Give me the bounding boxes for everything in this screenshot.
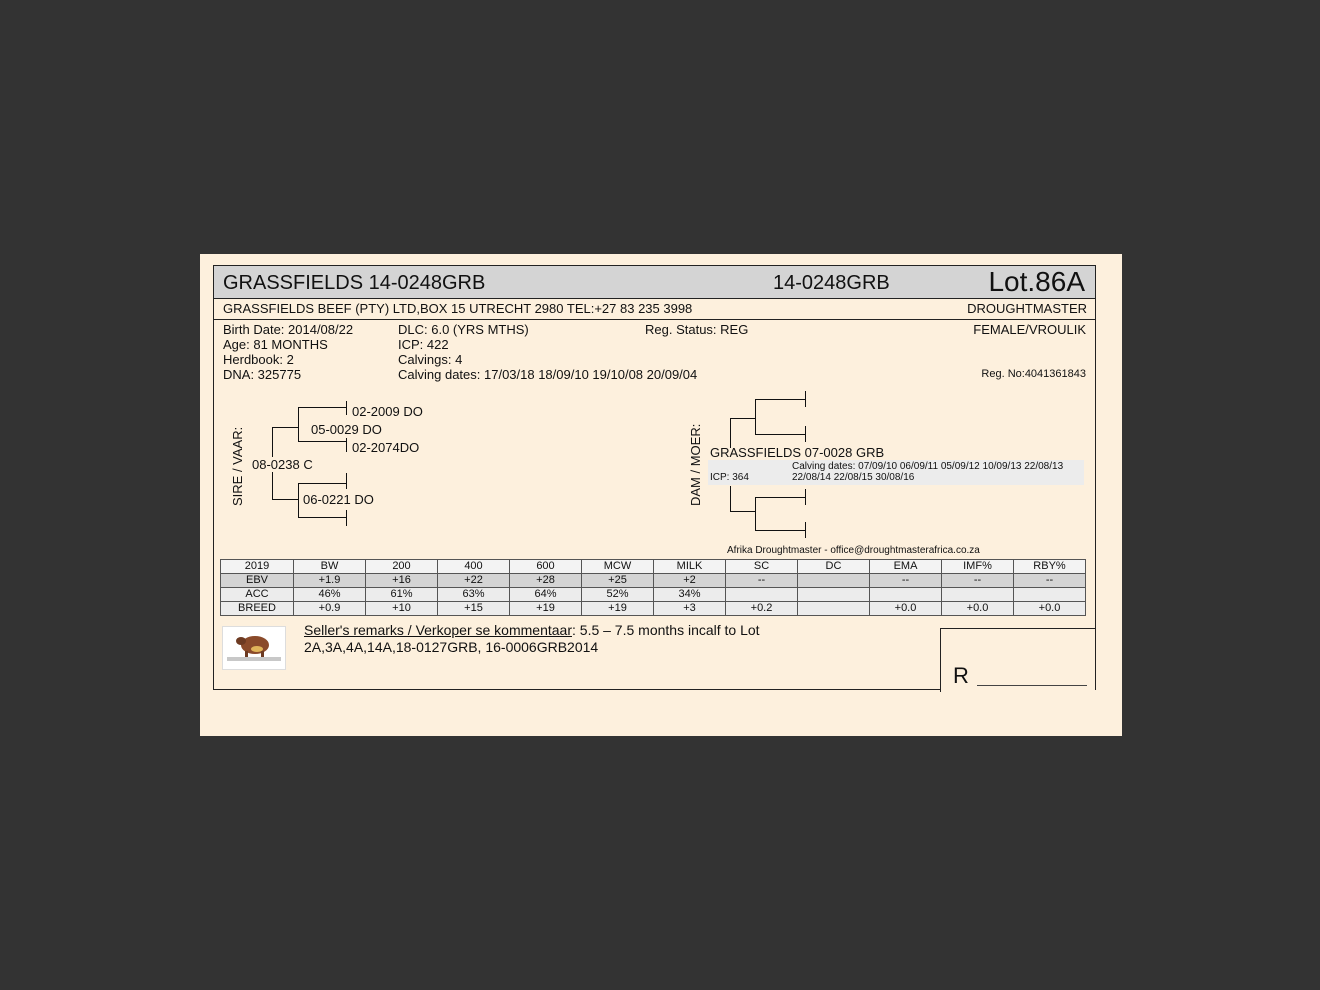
dam-calving-box (708, 460, 1084, 485)
price-box[interactable] (940, 628, 1096, 692)
ebv-cell (1014, 588, 1086, 602)
ebv-cell: -- (870, 574, 942, 588)
pedigree-line (805, 391, 806, 407)
animal-id: 14-0248GRB (773, 272, 890, 294)
ebv-cell: 63% (438, 588, 510, 602)
ebv-cell: 46% (294, 588, 366, 602)
pedigree-line (730, 511, 756, 512)
ebv-cell: +0.0 (870, 602, 942, 616)
ebv-cell: +1.9 (294, 574, 366, 588)
ebv-header-cell: BW (294, 560, 366, 574)
ebv-cell: BREED (221, 602, 294, 616)
sire-sire-dam: 02-2074DO (352, 440, 420, 455)
cattle-logo-icon (222, 626, 286, 670)
dlc: DLC: 6.0 (YRS MTHS) (398, 322, 529, 337)
dam-icp: ICP: 364 (710, 472, 749, 483)
pedigree-line (805, 522, 806, 538)
pedigree-line (346, 473, 347, 489)
pedigree-line (805, 489, 806, 505)
ebv-row-ebv (221, 574, 1086, 588)
ebv-cell (870, 588, 942, 602)
reg-status: Reg. Status: REG (645, 322, 749, 337)
sire-dam: 06-0221 DO (303, 492, 374, 507)
pedigree-line (272, 427, 298, 428)
owner-details: GRASSFIELDS BEEF (PTY) LTD,BOX 15 UTRECHT 2980 TEL:+27 83 235 3998 (223, 301, 693, 316)
owner-bar (214, 299, 1095, 320)
sire-sire-sire: 02-2009 DO (352, 404, 423, 419)
dam-calving-dates-2: 22/08/14 22/08/15 30/08/16 (792, 472, 915, 483)
ebv-cell: +19 (510, 602, 582, 616)
pedigree-line (755, 399, 805, 400)
ebv-cell: +0.2 (726, 602, 798, 616)
ebv-table (220, 559, 1086, 616)
ebv-cell (798, 574, 870, 588)
calving-dates: Calving dates: 17/03/18 18/09/10 19/10/08 20/09/04 (398, 367, 698, 382)
ebv-cell: +15 (438, 602, 510, 616)
pedigree-line (272, 499, 298, 500)
remarks-label: Seller's remarks / Verkoper se kommentaar (304, 622, 572, 638)
ebv-cell: +22 (438, 574, 510, 588)
price-currency: R (953, 663, 969, 688)
ebv-cell: +19 (582, 602, 654, 616)
pedigree-line (298, 407, 346, 408)
pedigree-line (298, 517, 346, 518)
ebv-row-breed (221, 602, 1086, 616)
pedigree-line (755, 497, 756, 530)
pedigree-line (730, 418, 731, 448)
lot-number: Lot.86A (988, 266, 1085, 297)
breed: DROUGHTMASTER (967, 301, 1087, 316)
ebv-header-cell: 2019 (221, 560, 294, 574)
pedigree-line (298, 441, 346, 442)
pedigree-line (346, 401, 347, 415)
ebv-header-cell: 200 (366, 560, 438, 574)
animal-name: GRASSFIELDS 14-0248GRB (223, 272, 486, 294)
reg-number: Reg. No:4041361843 (981, 368, 1086, 380)
ebv-header-cell: 400 (438, 560, 510, 574)
pedigree-line (755, 497, 805, 498)
pedigree-line (755, 434, 805, 435)
ebv-cell: -- (1014, 574, 1086, 588)
ebv-cell: +0.0 (942, 602, 1014, 616)
ebv-header-row (221, 560, 1086, 574)
ebv-cell (798, 588, 870, 602)
ebv-cell: +3 (654, 602, 726, 616)
ebv-header-cell: EMA (870, 560, 942, 574)
sex: FEMALE/VROULIK (973, 322, 1086, 337)
calvings: Calvings: 4 (398, 352, 463, 367)
birth-date: Birth Date: 2014/08/22 (223, 322, 354, 337)
pedigree-line (805, 426, 806, 442)
price-input-line[interactable] (977, 685, 1087, 686)
title-bar (214, 266, 1095, 299)
seller-remarks (304, 622, 824, 656)
ebv-header-cell: MILK (654, 560, 726, 574)
ebv-cell: +25 (582, 574, 654, 588)
lot-card (200, 254, 1122, 736)
ebv-cell: ACC (221, 588, 294, 602)
card-frame-bottom (213, 689, 941, 690)
ebv-cell: +0.0 (1014, 602, 1086, 616)
sire: 08-0238 C (252, 457, 313, 472)
icp: ICP: 422 (398, 337, 449, 352)
pedigree-line (298, 483, 346, 484)
pedigree-line (730, 486, 731, 511)
ebv-cell (726, 588, 798, 602)
ebv-cell: 61% (366, 588, 438, 602)
pedigree-line (298, 483, 299, 517)
ebv-header-cell: IMF% (942, 560, 1014, 574)
ebv-cell: +16 (366, 574, 438, 588)
ebv-cell: +10 (366, 602, 438, 616)
pedigree-line (346, 510, 347, 526)
ebv-cell: +2 (654, 574, 726, 588)
association-contact: Afrika Droughtmaster - office@droughtmasterafrica.co.za (727, 545, 980, 556)
age: Age: 81 MONTHS (223, 337, 328, 352)
ebv-cell: 52% (582, 588, 654, 602)
sire-label: SIRE / VAAR: (230, 426, 245, 506)
herdbook: Herdbook: 2 (223, 352, 294, 367)
ebv-cell: EBV (221, 574, 294, 588)
ebv-header-cell: DC (798, 560, 870, 574)
pedigree-line (755, 399, 756, 435)
dna: DNA: 325775 (223, 367, 302, 382)
pedigree-line (730, 418, 756, 419)
ebv-cell: 34% (654, 588, 726, 602)
ebv-header-cell: 600 (510, 560, 582, 574)
ebv-header-cell: SC (726, 560, 798, 574)
cattle-logo-graphic (223, 627, 285, 669)
ebv-row-acc (221, 588, 1086, 602)
ebv-cell: -- (942, 574, 1014, 588)
dam-calving-dates-1: Calving dates: 07/09/10 06/09/11 05/09/12 10/09/13 22/08/13 (792, 461, 1064, 472)
remarks-text: : 5.5 – 7.5 months incalf to Lot 2A,3A,4A,14A,18-0127GRB, 16-0006GRB2014 (304, 622, 760, 655)
ebv-cell (798, 602, 870, 616)
pedigree-line (346, 438, 347, 452)
ebv-cell: +0.9 (294, 602, 366, 616)
sire-sire: 05-0029 DO (311, 422, 382, 437)
pedigree-line (298, 407, 299, 442)
dam-label: DAM / MOER: (688, 423, 703, 506)
ebv-header-cell: MCW (582, 560, 654, 574)
pedigree-line (755, 530, 805, 531)
ebv-cell: -- (726, 574, 798, 588)
dam-name: GRASSFIELDS 07-0028 GRB (710, 445, 885, 460)
ebv-cell: +28 (510, 574, 582, 588)
ebv-cell (942, 588, 1014, 602)
ebv-cell: 64% (510, 588, 582, 602)
ebv-header-cell: RBY% (1014, 560, 1086, 574)
